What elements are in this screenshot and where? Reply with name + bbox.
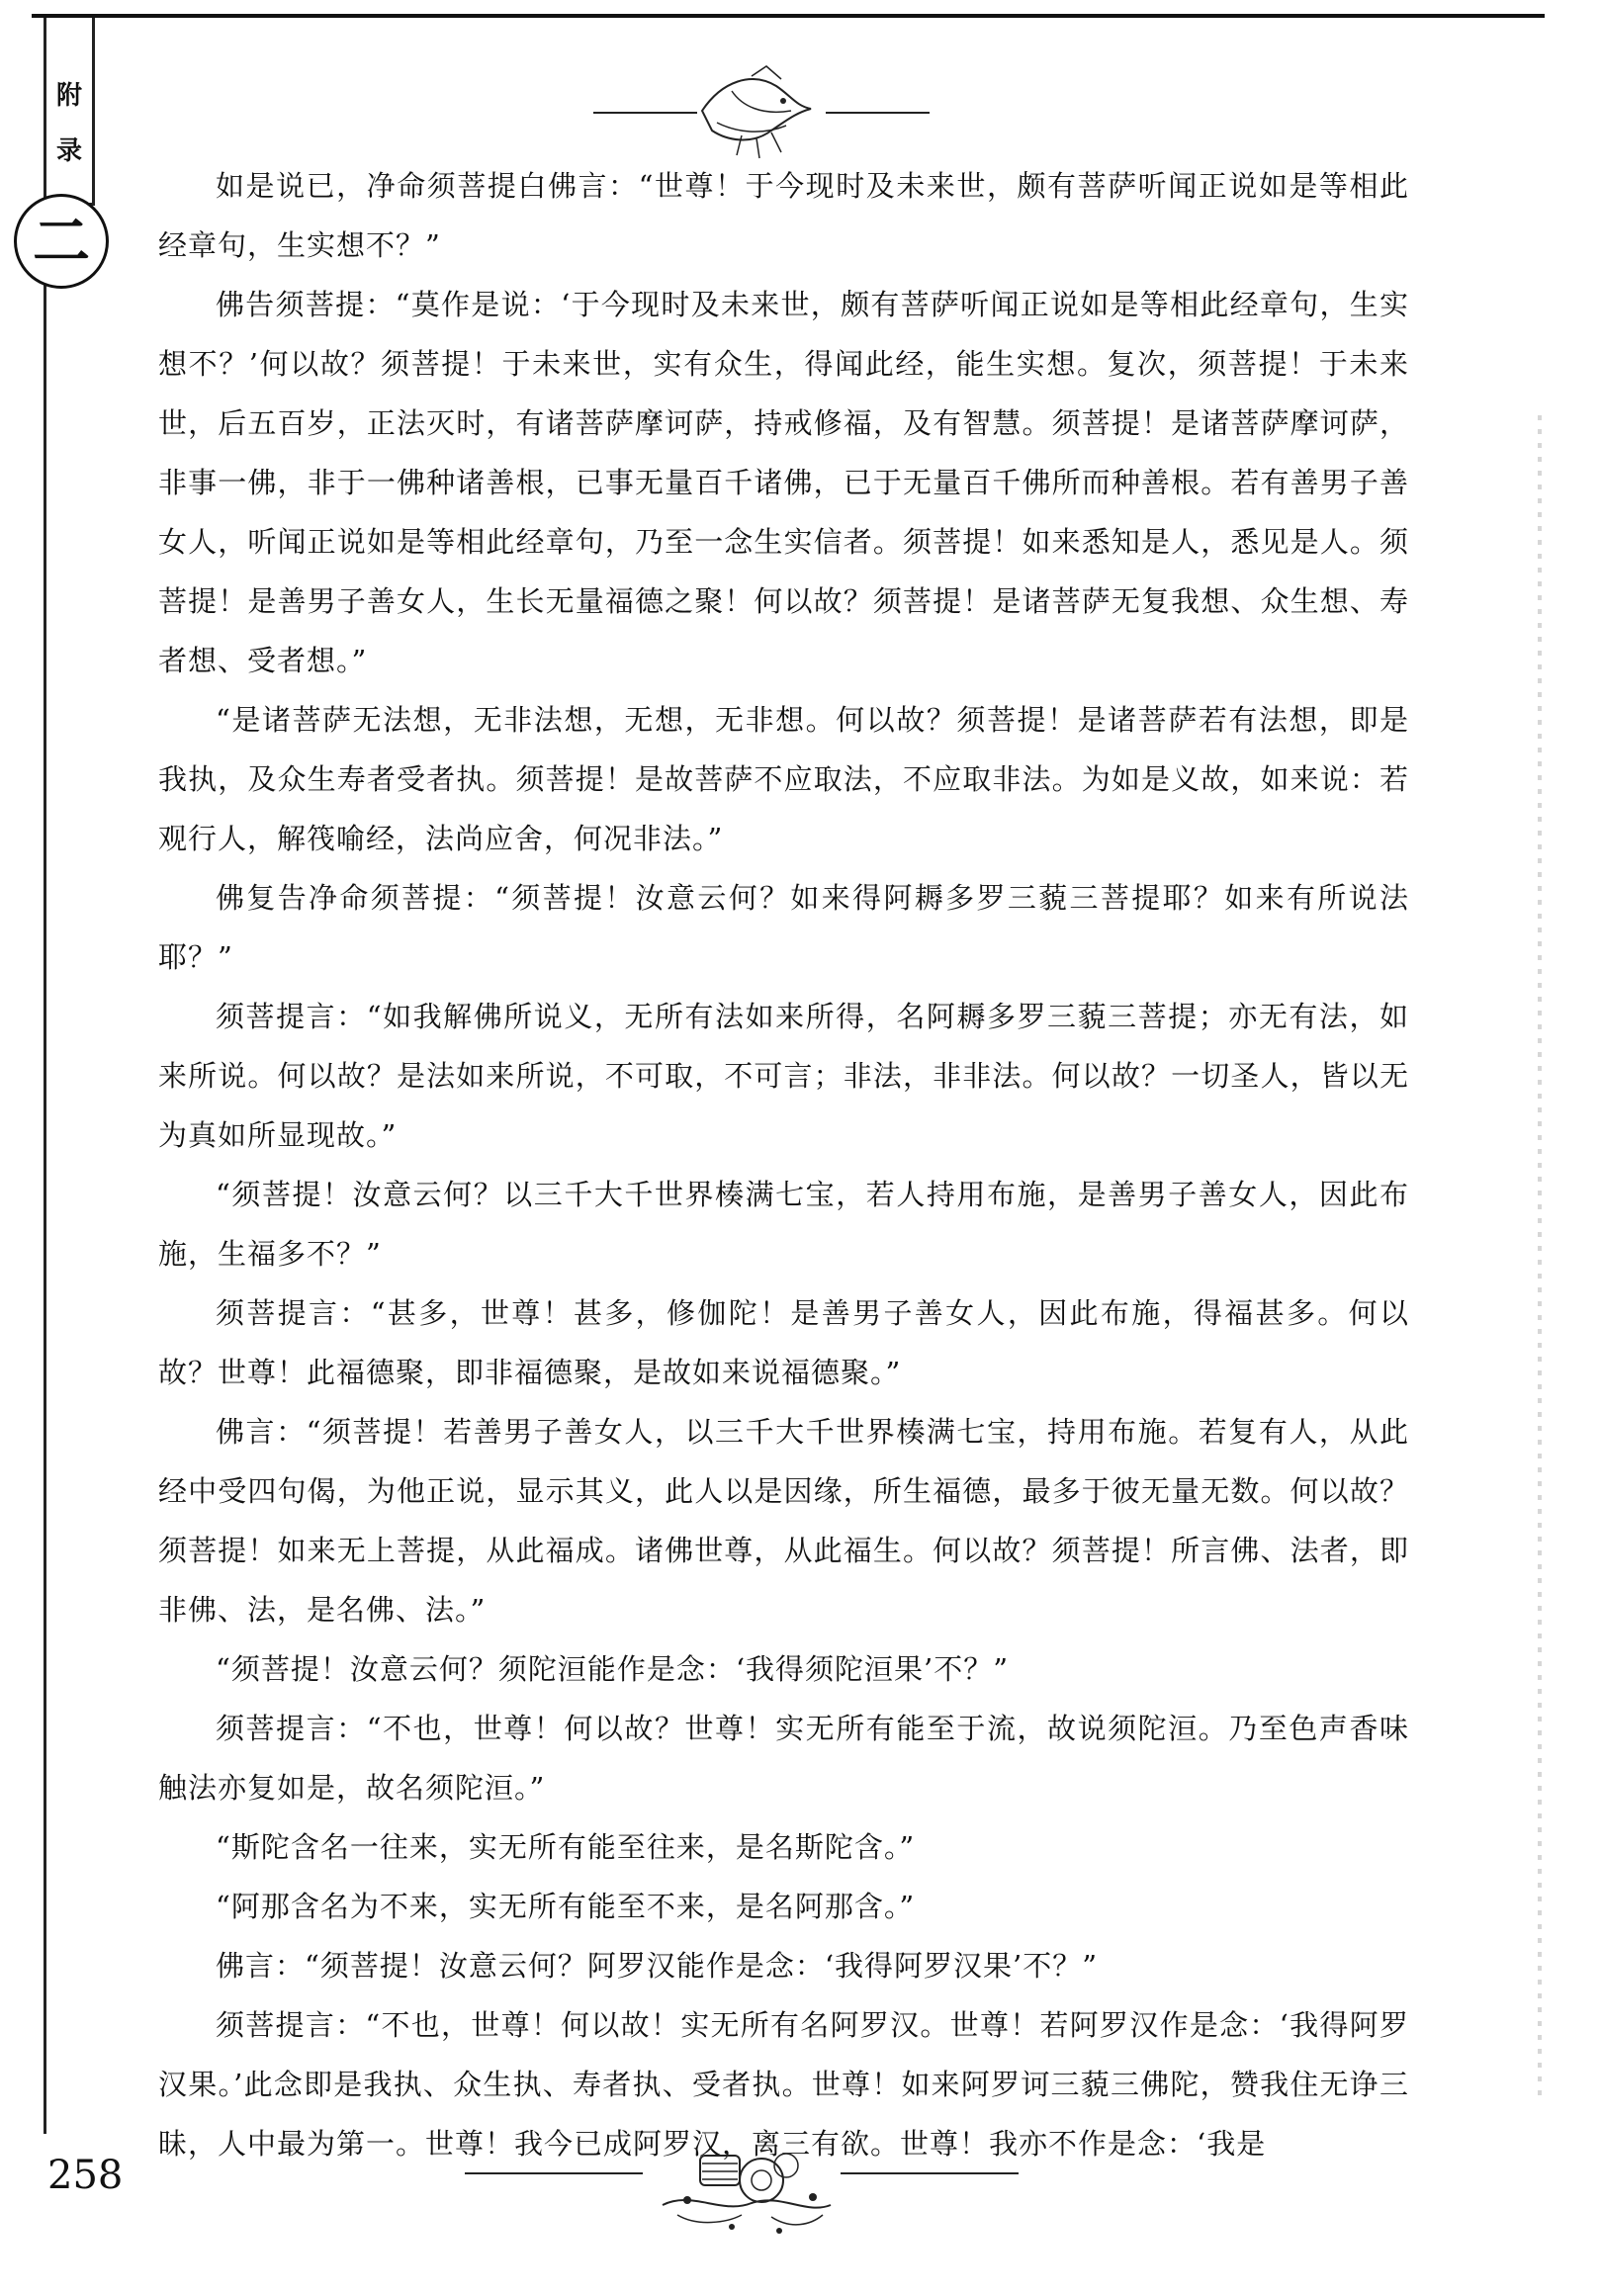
- paragraph-14: 须菩提言：“不也，世尊！何以故！实无所有名阿罗汉。世尊！若阿罗汉作是念：‘我得阿罗汉果。’此念即是我执、众生执、寿者执、受者执。世尊！如来阿罗诃三藐三佛陀，赞我住无诤三昧，人中最为第一。世尊！我今已成阿罗汉，离三有欲。世尊！我亦不作是念：‘我是: [158, 2008, 1409, 2161]
- paragraph-11: “斯陀含名一往来，实无所有能至往来，是名斯陀含。”: [216, 1830, 916, 1864]
- section-tab-label-2: 录: [55, 136, 82, 166]
- paragraph-8: 佛言：“须菩提！若善男子善女人，以三千大千世界楱满七宝，持用布施。若复有人，从此经中受四句偈，为他正说，显示其义，此人以是因缘，所生福德，最多于彼无量无数。何以故？须菩提！如来无上菩提，从此福成。诸佛世尊，从此福生。何以故？须菩提！所言佛、法者，即非佛、法，是名佛、法。”: [158, 1415, 1409, 1627]
- paragraph-10: 须菩提言：“不也，世尊！何以故？世尊！实无所有能至于流，故说须陀洹。乃至色声香味触法亦复如是，故名须陀洹。”: [158, 1712, 1409, 1805]
- paragraph-7: 须菩提言：“甚多，世尊！甚多，修伽陀！是善男子善女人，因此布施，得福甚多。何以故？世尊！此福德聚，即非福德聚，是故如来说福德聚。”: [158, 1296, 1409, 1389]
- paragraph-2: 佛告须菩提：“莫作是说：‘于今现时及未来世，颇有菩萨听闻正说如是等相此经章句，生实想不？’何以故？须菩提！于未来世，实有众生，得闻此经，能生实想。复次，须菩提！于未来世，后五百岁，正法灭时，有诸菩萨摩诃萨，持戒修福，及有智慧。须菩提！是诸菩萨摩诃萨，非事一佛，非于一佛种诸善根，已事无量百千诸佛，已于无量百千佛所而种善根。若有善男子善女人，听闻正说如是等相此经章句，乃至一念生实信者。须菩提！如来悉知是人，悉见是人。须菩提！是善男子善女人，生长无量福德之聚！何以故？须菩提！是诸菩萨无复我想、众生想、寿者想、受者想。”: [158, 288, 1409, 677]
- section-tab: [44, 18, 95, 206]
- paragraph-1: 如是说已，净命须菩提白佛言：“世尊！于今现时及未来世，颇有菩萨听闻正说如是等相此经章句，生实想不？”: [158, 169, 1409, 262]
- bird-ornament-icon: [593, 61, 930, 170]
- page-number: 258: [47, 2153, 124, 2198]
- side-rule: [44, 18, 46, 2134]
- paragraph-9: “须菩提！汝意云何？须陀洹能作是念：‘我得须陀洹果’不？”: [216, 1652, 1010, 1686]
- paragraph-3: “是诸菩萨无法想，无非法想，无想，无非想。何以故？须菩提！是诸菩萨若有法想，即是我执，及众生寿者受者执。须菩提！是故菩萨不应取法，不应取非法。为如是义故，如来说：若观行人，解筏喻经，法尚应舍，何况非法。”: [158, 703, 1409, 855]
- paragraph-6: “须菩提！汝意云何？以三千大千世界楱满七宝，若人持用布施，是善男子善女人，因此布施，生福多不？”: [158, 1178, 1409, 1271]
- section-number-badge: 二: [14, 194, 109, 289]
- section-tab-label-1: 附: [55, 81, 82, 111]
- scan-artifact-dots: [1538, 415, 1542, 2096]
- paragraph-13: 佛言：“须菩提！汝意云何？阿罗汉能作是念：‘我得阿罗汉果’不？”: [216, 1949, 1099, 1983]
- paragraph-4: 佛复告净命须菩提：“须菩提！汝意云何？如来得阿耨多罗三藐三菩提耶？如来有所说法耶？”: [158, 881, 1409, 974]
- paragraph-12: “阿那含名为不来，实无所有能至不来，是名阿那含。”: [216, 1890, 916, 1923]
- floral-ornament-icon: [465, 2136, 1019, 2245]
- top-rule: [32, 14, 1545, 18]
- paragraph-5: 须菩提言：“如我解佛所说义，无所有法如来所得，名阿耨多罗三藐三菩提；亦无有法，如来所说。何以故？是法如来所说，不可取，不可言；非法，非非法。何以故？一切圣人，皆以无为真如所显现故。”: [158, 1000, 1409, 1152]
- main-text: [158, 156, 1409, 2173]
